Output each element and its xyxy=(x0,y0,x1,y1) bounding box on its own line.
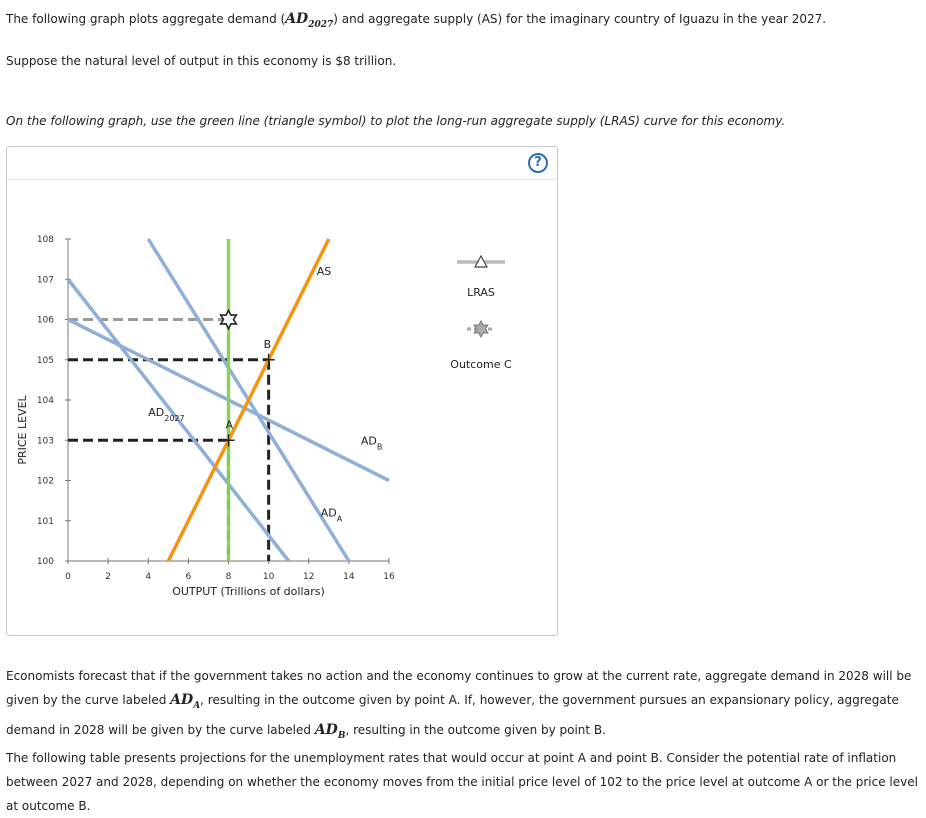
ad2027-math: $AD_{2027}$ xyxy=(285,11,334,30)
x-tick-label: 14 xyxy=(343,572,355,582)
y-tick-label: 108 xyxy=(36,235,54,245)
y-tick-label: 101 xyxy=(36,516,54,527)
ad-b-math: $AD_B$ xyxy=(314,721,346,741)
label-ad2027: $AD_{2027}$ xyxy=(148,406,185,424)
y-tick-label: 104 xyxy=(36,396,54,406)
label-ad-a: $AD_A$ xyxy=(320,506,343,524)
x-tick-label: 4 xyxy=(145,572,152,582)
intro-text: The following graph plots aggregate demand $(AD_{2027})$ and aggregate supply (AS) for the imaginary country of Iguazu in the year 2027. xyxy=(6,11,827,30)
dashed-guides xyxy=(68,320,269,562)
graph-panel xyxy=(6,146,558,636)
x-tick-label: 0 xyxy=(65,572,71,582)
y-tick-label: 103 xyxy=(36,436,54,447)
legend-outcome-c-label: Outcome C xyxy=(450,358,512,371)
table-intro-paragraph: The following table presents projections for the unemployment rates that would occur at point A and point B. Consider the potential rate of inflation between 2027 and 2028, depending on whether the economy moves from the initial price level of 102 to the price level at outcome A or the price level at outcome B. xyxy=(6,751,918,813)
chart-svg[interactable] xyxy=(7,147,559,637)
x-tick-label: 12 xyxy=(303,572,315,582)
y-tick-label: 107 xyxy=(36,275,54,286)
x-tick-label: 2 xyxy=(105,572,111,582)
y-tick-label: 102 xyxy=(36,476,54,487)
x-axis-label: OUTPUT (Trillions of dollars) xyxy=(172,585,325,598)
curves xyxy=(68,239,389,561)
curve-labels xyxy=(148,265,382,523)
outcome-c-star xyxy=(221,311,237,329)
y-tick-label: 106 xyxy=(36,315,54,326)
forecast-paragraph: Economists forecast that if the government takes no action and the economy continues to grow at the current rate, aggregate demand in 2028 will be given by the curve labeled $AD_A$, resulting in the outcome given by point A. If, however, the government pursues an expansionary policy, aggregate demand in 2028 will be given by the curve labeled $AD_B$, resulting in the outcome given by point B. xyxy=(6,669,912,741)
curve-as xyxy=(168,239,329,561)
x-tick-label: 10 xyxy=(262,572,275,582)
point-b-label: B xyxy=(263,337,272,351)
label-as: AS xyxy=(316,265,332,279)
label-ad-b: $AD_B$ xyxy=(360,434,383,452)
y-tick-label: 105 xyxy=(36,355,54,366)
legend-outcome-c-star-icon xyxy=(474,321,488,337)
point-b-marker xyxy=(263,354,275,366)
point-a-marker xyxy=(223,434,235,446)
x-tick-label: 8 xyxy=(225,572,232,582)
ad-a-math: $AD_A$ xyxy=(170,692,201,711)
legend xyxy=(450,256,512,371)
x-tick-label: 6 xyxy=(185,572,192,582)
y-tick-label: 100 xyxy=(36,557,54,567)
point-a-label: A xyxy=(225,418,234,432)
help-icon[interactable]: ? xyxy=(528,153,548,173)
y-axis-label: PRICE LEVEL xyxy=(16,395,29,465)
x-tick-label: 16 xyxy=(383,572,395,582)
legend-lras-label: LRAS xyxy=(467,286,495,299)
instruction-text: On the following graph, use the green line (triangle symbol) to plot the long-run aggregate supply (LRAS) curve for this economy. xyxy=(6,114,786,128)
natural-output-text: Suppose the natural level of output in this economy is $8 trillion. xyxy=(6,54,397,68)
